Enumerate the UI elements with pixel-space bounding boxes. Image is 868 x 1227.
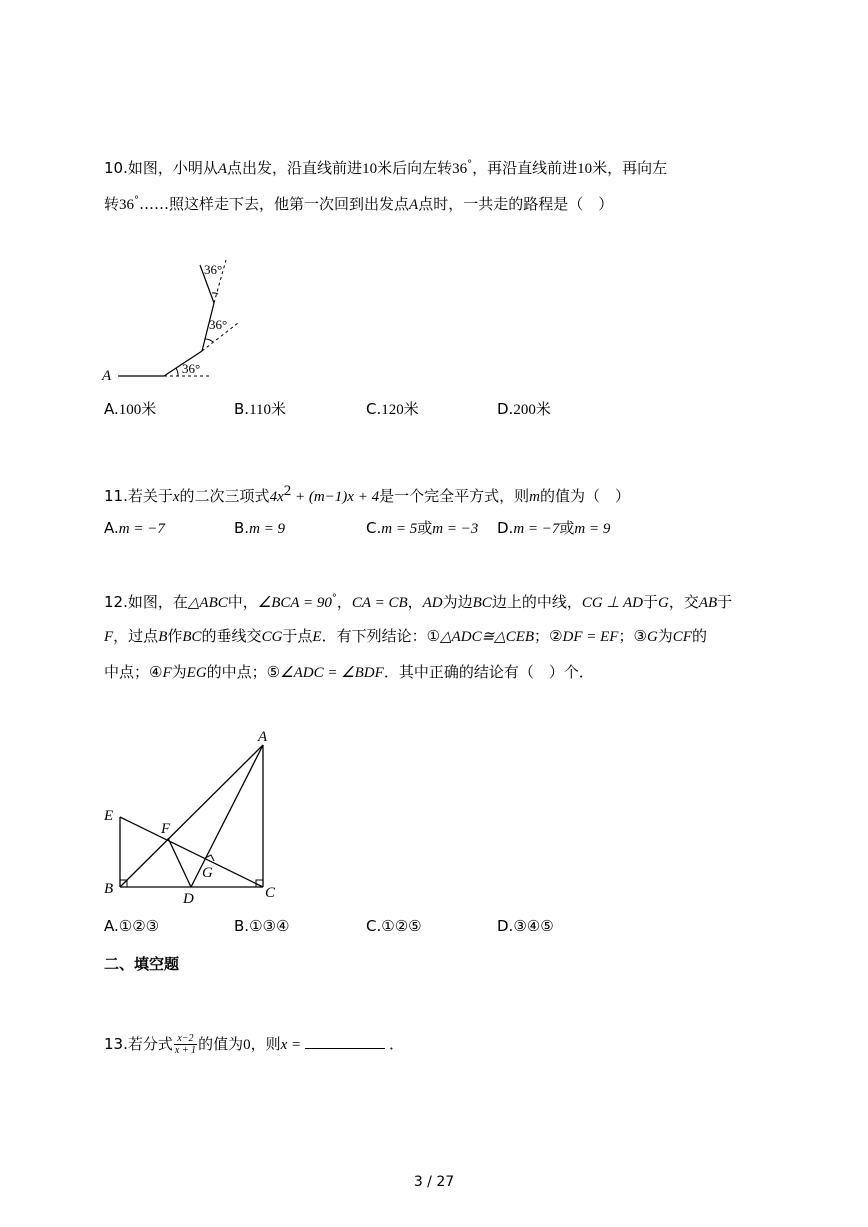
- q10-line1: 10.如图，小明从A点出发，沿直线前进10米后向左转36°，再沿直线前进10米，再向左: [104, 159, 668, 177]
- q12-line2: F，过点B作BC的垂线交CG于点E．有下列结论：①△ADC≅△CEB；②DF = EF；③G为CF的: [104, 627, 707, 645]
- q11-option-c[interactable]: C.m = 5或m = −3: [366, 519, 479, 537]
- q10-angle-1: 36°: [182, 361, 201, 376]
- q10-angle-2: 36°: [209, 317, 228, 332]
- q12-label-f: F: [161, 821, 171, 837]
- q12-figure: [96, 725, 296, 910]
- q13-fraction: $\frac{x-2}{x + 1}$: [174, 1033, 197, 1056]
- q10-option-d[interactable]: D.200米: [497, 400, 551, 418]
- q11-option-b[interactable]: B.m = 9: [234, 519, 286, 537]
- q10-line2: 转36°……照这样走下去，他第一次回到出发点A点时，一共走的路程是（ ）: [104, 195, 614, 213]
- q10-angle-3: 36°: [204, 262, 223, 277]
- q11-option-a[interactable]: A.m = −7: [104, 519, 165, 537]
- q10-option-a[interactable]: A.100米: [104, 400, 157, 418]
- q11-option-d[interactable]: D.m = −7或m = 9: [497, 519, 611, 537]
- q10-option-c[interactable]: C.120米: [366, 400, 419, 418]
- q11-stem: 11.若关于x的二次三项式$4x^2 + (m-1)x + 4$是一个完全平方式，则m的值为（ ）: [104, 483, 630, 505]
- section-heading-fill-in: 二、填空题: [104, 955, 180, 973]
- q12-label-b: B: [104, 881, 114, 897]
- q12-line3: 中点；④F为EG的中点；⑤∠ADC = ∠BDF．其中正确的结论有（ ）个．: [104, 663, 594, 681]
- q10-option-b[interactable]: B.110米: [234, 400, 287, 418]
- q12-label-a: A: [258, 729, 268, 745]
- q12-option-a[interactable]: A.①②③: [104, 917, 160, 935]
- q12-label-g: G: [202, 865, 213, 881]
- q12-label-e: E: [104, 808, 114, 824]
- q12-label-d: D: [183, 891, 194, 907]
- q12-line1: 12.如图，在△ABC中，∠BCA = 90°，CA = CB，AD为边BC边上的中线，CG ⊥ AD于G，交AB于: [104, 593, 733, 611]
- q12-label-c: C: [265, 885, 276, 901]
- q10-fig-label-a: A: [102, 368, 112, 384]
- page-number: 3 / 27: [413, 1174, 455, 1190]
- q10-figure: [96, 255, 256, 385]
- q12-option-c[interactable]: C.①②⑤: [366, 917, 422, 935]
- q12-option-d[interactable]: D.③④⑤: [497, 917, 554, 935]
- q13-stem: 13.若分式 $\frac{x-2}{x + 1}$ 的值为0，则x = ．: [104, 1033, 405, 1056]
- q12-option-b[interactable]: B.①③④: [234, 917, 290, 935]
- q13-answer-blank[interactable]: [305, 1034, 385, 1049]
